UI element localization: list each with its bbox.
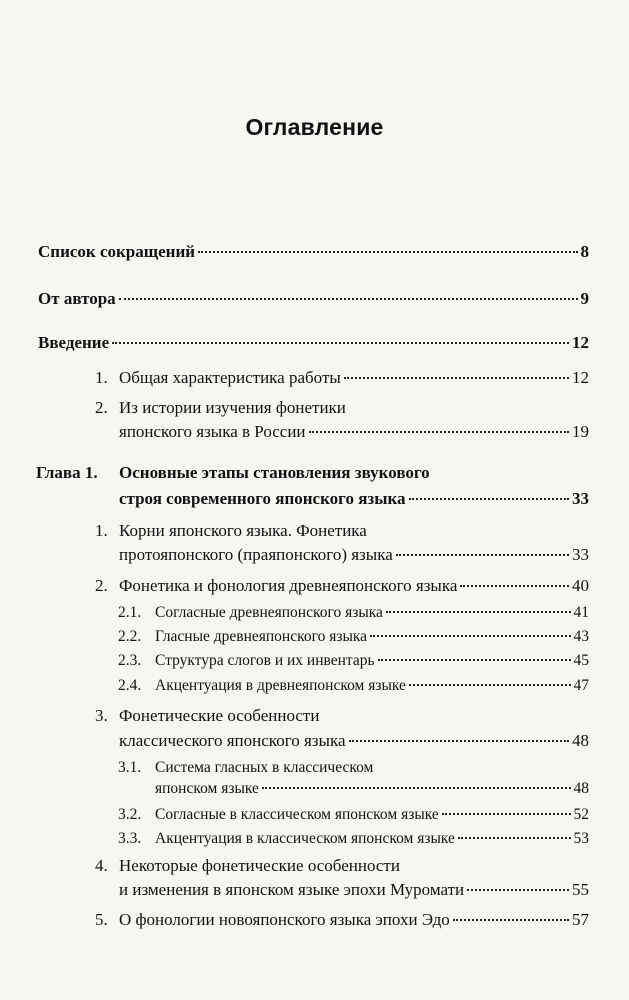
- toc-entry-label: Гласные древнеяпонского языка: [155, 628, 368, 645]
- toc-page-number: 41: [573, 604, 589, 621]
- dot-leader: [112, 342, 569, 344]
- toc-page-number: 9: [580, 289, 589, 308]
- toc-page-number: 19: [572, 422, 589, 441]
- dot-leader: [409, 684, 571, 686]
- toc-entry-label-line: Фонетические особенности: [119, 706, 320, 725]
- toc-entry-number: 1.: [95, 368, 108, 387]
- dot-leader: [344, 377, 569, 379]
- toc-entry-label: От автора: [38, 289, 116, 308]
- toc-entry-label-line: Основные этапы становления звукового: [119, 463, 430, 482]
- toc-entry-number: 2.1.: [118, 604, 142, 621]
- toc-entry-ch1-1: [119, 545, 589, 565]
- toc-page-number: 57: [572, 910, 589, 929]
- toc-entry-label: Введение: [38, 333, 110, 352]
- toc-entry-from-author: [38, 289, 589, 309]
- toc-entry-intro-2: [119, 422, 589, 442]
- toc-page-number: 40: [572, 576, 589, 595]
- dot-leader: [396, 554, 569, 556]
- toc-entry-number: 2.: [95, 576, 108, 595]
- dot-leader: [458, 837, 571, 839]
- toc-entry-label: японского языка в России: [119, 422, 306, 441]
- toc-entry-ch1-3: [119, 731, 589, 751]
- toc-entry-label: классического японского языка: [119, 731, 346, 750]
- toc-entry-label: Структура слогов и их инвентарь: [155, 652, 375, 669]
- toc-page-number: 55: [572, 880, 589, 899]
- toc-entry-abbreviations: [38, 242, 589, 262]
- toc-entry-label: строя современного японского языка: [119, 489, 406, 508]
- toc-page-number: 47: [573, 677, 589, 694]
- dot-leader: [442, 813, 571, 815]
- toc-page-number: 48: [572, 731, 589, 750]
- toc-entry-intro-1: [119, 368, 589, 388]
- toc-entry-ch1-4: [119, 880, 589, 900]
- toc-page-number: 45: [573, 652, 589, 669]
- toc-entry-ch1-2-3: [155, 651, 589, 671]
- page-title: Оглавление: [245, 114, 384, 140]
- toc-page-number: 52: [573, 806, 589, 823]
- toc-entry-number: 1.: [95, 521, 108, 540]
- toc-entry-label: Согласные древнеяпонского языка: [155, 604, 383, 621]
- dot-leader: [262, 787, 571, 789]
- toc-entry-chapter-1: [119, 489, 589, 509]
- toc-entry-label: Акцентуация в древнеяпонском языке: [155, 677, 406, 694]
- toc-entry-ch1-2-2: [155, 627, 589, 647]
- toc-page-number: 53: [573, 830, 589, 847]
- toc-entry-label: Фонетика и фонология древнеяпонского языка: [119, 576, 458, 595]
- toc-entry-label: Согласные в классическом японском языке: [155, 806, 439, 823]
- toc-entry-label: японском языке: [155, 780, 259, 797]
- dot-leader: [349, 740, 570, 742]
- dot-leader: [119, 298, 578, 300]
- toc-entry-ch1-2-4: [155, 676, 589, 696]
- toc-entry-number: 2.4.: [118, 677, 142, 694]
- toc-entry-ch1-2-1: [155, 603, 589, 623]
- dot-leader: [453, 919, 569, 921]
- dot-leader: [467, 889, 569, 891]
- toc-entry-label-line: Система гласных в классическом: [155, 759, 374, 776]
- toc-entry-ch1-2: [119, 576, 589, 596]
- toc-entry-number: 4.: [95, 856, 108, 875]
- toc-entry-number: 3.: [95, 706, 108, 725]
- toc-entry-label: протояпонского (праяпонского) языка: [119, 545, 393, 564]
- toc-entry-introduction: [38, 333, 589, 353]
- toc-entry-number: 2.: [95, 398, 108, 417]
- toc-entry-label: Акцентуация в классическом японском языке: [155, 830, 455, 847]
- toc-page-number: 33: [572, 545, 589, 564]
- dot-leader: [370, 635, 570, 637]
- toc-entry-ch1-3-1: [155, 779, 589, 799]
- toc-page-number: 43: [573, 628, 589, 645]
- dot-leader: [409, 498, 569, 500]
- toc-entry-label-line: Некоторые фонетические особенности: [119, 856, 400, 875]
- toc-entry-label: Общая характеристика работы: [119, 368, 341, 387]
- toc-entry-ch1-5: [119, 910, 589, 930]
- toc-page-number: 12: [572, 368, 589, 387]
- toc-entry-number: 3.1.: [118, 759, 142, 776]
- toc-entry-ch1-3-3: [155, 829, 589, 849]
- dot-leader: [386, 611, 571, 613]
- dot-leader: [309, 431, 569, 433]
- toc-entry-label-line: Корни японского языка. Фонетика: [119, 521, 367, 540]
- toc-entry-number: 2.2.: [118, 628, 142, 645]
- toc-entry-number: 5.: [95, 910, 108, 929]
- toc-entry-label: О фонологии новояпонского языка эпохи Эдо: [119, 910, 450, 929]
- chapter-number: Глава 1.: [36, 463, 98, 482]
- toc-page-number: 8: [580, 242, 589, 261]
- toc-entry-ch1-3-2: [155, 805, 589, 825]
- toc-entry-label: Список сокращений: [38, 242, 196, 261]
- toc-entry-number: 3.3.: [118, 830, 142, 847]
- dot-leader: [460, 585, 569, 587]
- toc-entry-label-line: Из истории изучения фонетики: [119, 398, 346, 417]
- toc-page-number: 48: [573, 780, 589, 797]
- toc-entry-number: 2.3.: [118, 652, 142, 669]
- dot-leader: [198, 251, 577, 253]
- dot-leader: [378, 659, 571, 661]
- toc-page-number: 33: [572, 489, 589, 508]
- toc-page-number: 12: [572, 333, 589, 352]
- toc-entry-number: 3.2.: [118, 806, 142, 823]
- toc-entry-label: и изменения в японском языке эпохи Муромати: [119, 880, 465, 899]
